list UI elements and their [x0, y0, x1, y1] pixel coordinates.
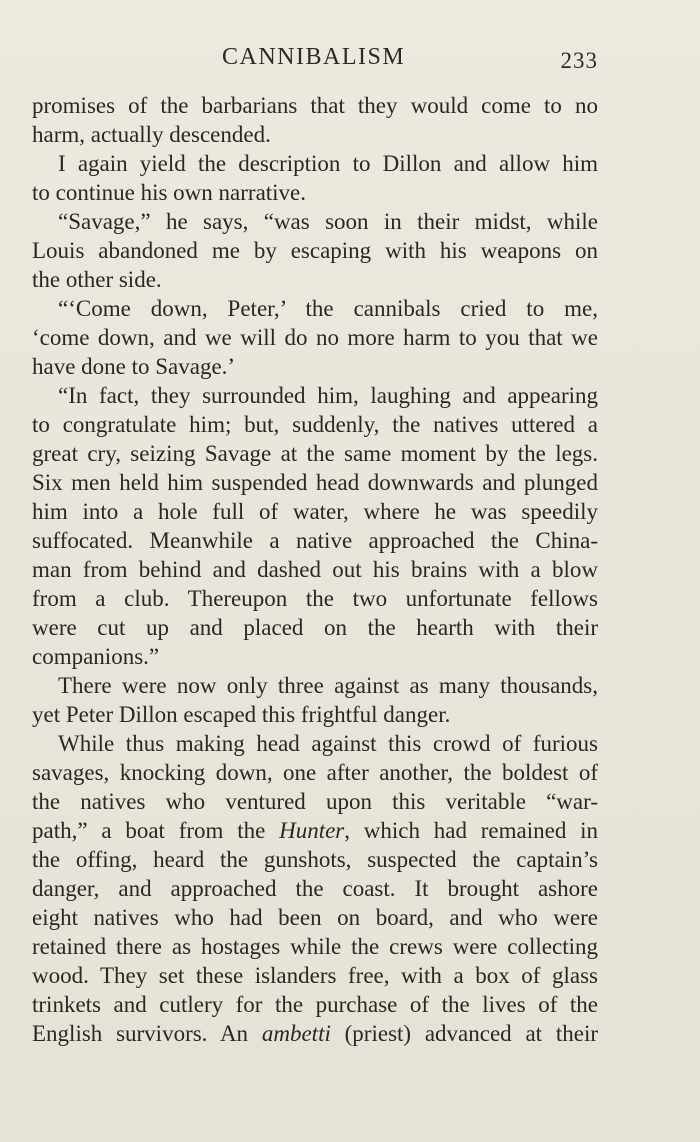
- text-line: great cry, seizing Savage at the same moment by the legs.: [32, 441, 598, 466]
- text-line: have done to Savage.’: [32, 354, 236, 379]
- text-line: man from behind and dashed out his brains with a blow: [32, 557, 598, 582]
- text-line: to congratulate him; but, suddenly, the natives uttered a: [32, 412, 598, 437]
- text-line: danger, and approached the coast. It brought ashore: [32, 876, 598, 901]
- text-segment: path,” a boat from the: [32, 818, 280, 843]
- text-segment: English survivors. An: [32, 1021, 262, 1046]
- italic-word: ambetti: [261, 1021, 331, 1046]
- text-line: to continue his own narrative.: [32, 180, 307, 205]
- text-segment: (priest) advanced at their: [330, 1021, 598, 1046]
- text-line: suffocated. Meanwhile a native approached the China-: [32, 528, 598, 553]
- text-line: “In fact, they surrounded him, laughing and appearing: [58, 383, 598, 408]
- text-line: Louis abandoned me by escaping with his weapons on: [32, 238, 598, 263]
- text-line: companions.”: [32, 644, 160, 669]
- text-line: I again yield the description to Dillon and allow him: [58, 151, 598, 176]
- page-header: [32, 44, 598, 78]
- text-line: promises of the barbarians that they would come to no: [32, 93, 598, 118]
- text-line: ‘come down, and we will do no more harm to you that we: [32, 325, 598, 350]
- italic-word: Hunter: [279, 818, 345, 843]
- text-line: yet Peter Dillon escaped this frightful danger.: [32, 702, 451, 727]
- text-line: were cut up and placed on the hearth with their: [32, 615, 598, 640]
- running-head: CANNIBALISM: [222, 44, 406, 70]
- text-line: the natives who ventured upon this veritable “war-: [32, 789, 598, 814]
- body-text: [32, 91, 598, 1048]
- text-line: the offing, heard the gunshots, suspected the captain’s: [32, 847, 598, 872]
- page-number: 233: [560, 48, 598, 73]
- text-line: eight natives who had been on board, and who were: [32, 905, 598, 930]
- text-line: There were now only three against as many thousands,: [58, 673, 598, 698]
- text-segment: , which had remained in: [344, 818, 598, 843]
- text-line: While thus making head against this crowd of furious: [58, 731, 598, 756]
- text-line: retained there as hostages while the crews were collecting: [32, 934, 598, 959]
- text-line: savages, knocking down, one after another, the boldest of: [32, 760, 598, 785]
- text-line: trinkets and cutlery for the purchase of the lives of the: [32, 992, 598, 1017]
- text-line: from a club. Thereupon the two unfortunate fellows: [32, 586, 598, 611]
- text-line: harm, actually descended.: [32, 122, 271, 147]
- text-line: [32, 816, 598, 845]
- text-line: “‘Come down, Peter,’ the cannibals cried to me,: [58, 296, 598, 321]
- text-line: “Savage,” he says, “was soon in their midst, while: [58, 209, 598, 234]
- text-line: the other side.: [32, 267, 162, 292]
- text-line: wood. They set these islanders free, with a box of glass: [32, 963, 598, 988]
- text-line: him into a hole full of water, where he was speedily: [32, 499, 598, 524]
- text-line: [32, 1019, 598, 1048]
- text-line: Six men held him suspended head downwards and plunged: [32, 470, 598, 495]
